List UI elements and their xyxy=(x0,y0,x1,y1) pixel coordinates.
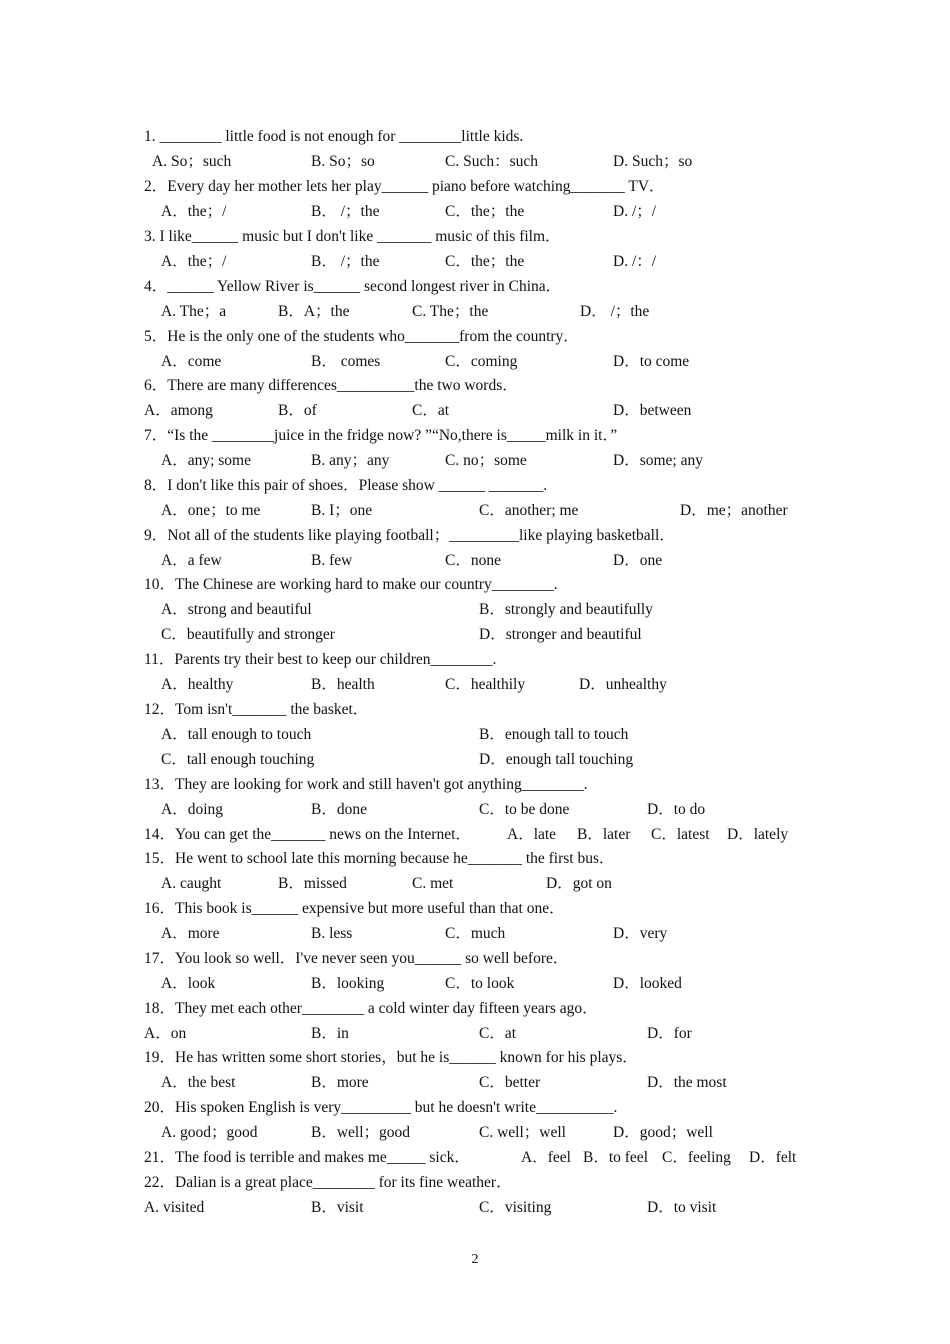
option-a: A. caught xyxy=(161,875,222,892)
option-c: C．the；the xyxy=(445,203,525,220)
option-b: B．enough tall to touch xyxy=(479,726,629,743)
option-b: B． /；the xyxy=(311,253,380,270)
option-c: C. Such：such xyxy=(445,153,539,170)
option-a: A．the；/ xyxy=(161,203,227,220)
option-b: B. few xyxy=(311,552,353,569)
option-b: B. less xyxy=(311,925,353,942)
option-d: D．felt xyxy=(749,1149,797,1166)
option-d: D．between xyxy=(613,402,692,419)
option-a: A．healthy xyxy=(161,676,234,693)
option-d: D．some; any xyxy=(613,452,703,469)
option-a: A．strong and beautiful xyxy=(161,601,312,618)
option-a: A．any; some xyxy=(161,452,251,469)
option-b: B．later xyxy=(577,826,631,843)
question-stem: 19．He has written some short stories，but he is______ known for his plays． xyxy=(144,1049,638,1066)
option-b: B． comes xyxy=(311,353,381,370)
option-d: D．me；another xyxy=(680,502,788,519)
option-c: C．at xyxy=(412,402,450,419)
option-a: A．the best xyxy=(161,1074,236,1091)
option-b: B．more xyxy=(311,1074,369,1091)
option-c: C．better xyxy=(479,1074,541,1091)
option-a: A. good；good xyxy=(161,1124,258,1141)
option-b: B．to feel xyxy=(583,1149,648,1166)
option-b: B．visit xyxy=(311,1199,364,1216)
option-c: C．beautifully and stronger xyxy=(161,626,335,643)
question-stem: 5．He is the only one of the students who_______from the country． xyxy=(144,328,579,345)
option-d: D. Such；so xyxy=(613,153,693,170)
option-d: D．good；well xyxy=(613,1124,713,1141)
option-b: B. any；any xyxy=(311,452,390,469)
option-d: D．one xyxy=(613,552,663,569)
option-a: A．come xyxy=(161,353,222,370)
option-c: C．none xyxy=(445,552,501,569)
option-d: D．enough tall touching xyxy=(479,751,634,768)
option-b: B．strongly and beautifully xyxy=(479,601,653,618)
question-stem: 1. ________ little food is not enough for ________little kids. xyxy=(144,128,524,145)
option-c: C. The；the xyxy=(412,303,489,320)
question-stem: 9．Not all of the students like playing football；_________like playing basketball． xyxy=(144,527,675,544)
option-d: D．to come xyxy=(613,353,690,370)
option-b: B．health xyxy=(311,676,375,693)
option-b: B． /；the xyxy=(311,203,380,220)
option-d: D．to do xyxy=(647,801,706,818)
option-a: A. The；a xyxy=(161,303,227,320)
question-stem: 20．His spoken English is very_________ but he doesn't write__________. xyxy=(144,1099,618,1116)
option-c: C．much xyxy=(445,925,506,942)
question-stem: 6．There are many differences__________the two words． xyxy=(144,377,518,394)
option-b: B．missed xyxy=(278,875,347,892)
option-d: D．lately xyxy=(727,826,789,843)
option-d: D．got on xyxy=(546,875,612,892)
question-stem: 14．You can get the_______ news on the Internet． xyxy=(144,826,471,843)
option-d: D．stronger and beautiful xyxy=(479,626,642,643)
option-b: B. I；one xyxy=(311,502,373,519)
option-b: B．well；good xyxy=(311,1124,411,1141)
question-stem: 7．“Is the ________juice in the fridge now? ”“No,there is_____milk in it．” xyxy=(144,427,618,444)
option-a: A．on xyxy=(144,1025,187,1042)
option-d: D. /：/ xyxy=(613,253,657,270)
option-a: A. So；such xyxy=(152,153,232,170)
option-b: B. So；so xyxy=(311,153,375,170)
question-stem: 4．______ Yellow River is______ second longest river in China． xyxy=(144,278,562,295)
option-c: C．tall enough touching xyxy=(161,751,315,768)
option-c: C．to look xyxy=(445,975,515,992)
option-d: D．the most xyxy=(647,1074,727,1091)
option-a: A．late xyxy=(507,826,557,843)
option-c: C. well；well xyxy=(479,1124,566,1141)
option-d: D．looked xyxy=(613,975,682,992)
option-c: C．feeling xyxy=(662,1149,731,1166)
option-a: A．tall enough to touch xyxy=(161,726,312,743)
option-c: C．healthily xyxy=(445,676,526,693)
option-d: D． /；the xyxy=(580,303,650,320)
option-d: D．for xyxy=(647,1025,692,1042)
option-c: C．at xyxy=(479,1025,517,1042)
option-a: A．one；to me xyxy=(161,502,261,519)
option-b: B．A；the xyxy=(278,303,350,320)
question-stem: 13．They are looking for work and still haven't got anything________. xyxy=(144,776,588,793)
option-b: B．looking xyxy=(311,975,385,992)
option-a: A．among xyxy=(144,402,213,419)
option-b: B．done xyxy=(311,801,367,818)
question-stem: 11．Parents try their best to keep our children________. xyxy=(144,651,497,668)
option-c: C．visiting xyxy=(479,1199,552,1216)
question-stem: 18．They met each other________ a cold winter day fifteen years ago． xyxy=(144,1000,598,1017)
question-stem: 3. I like______ music but I don't like _______ music of this film． xyxy=(144,228,561,245)
question-stem: 2．Every day her mother lets her play______ piano before watching_______ TV． xyxy=(144,178,665,195)
option-d: D．unhealthy xyxy=(579,676,667,693)
option-c: C．the；the xyxy=(445,253,525,270)
option-a: A．more xyxy=(161,925,220,942)
option-a: A．the；/ xyxy=(161,253,227,270)
option-b: B．of xyxy=(278,402,317,419)
option-c: C．to be done xyxy=(479,801,570,818)
question-stem: 22．Dalian is a great place________ for its fine weather． xyxy=(144,1174,512,1191)
option-c: C．another; me xyxy=(479,502,579,519)
question-stem: 10．The Chinese are working hard to make our country________. xyxy=(144,576,558,593)
question-stem: 21．The food is terrible and makes me_____ sick． xyxy=(144,1149,470,1166)
option-d: D. /；/ xyxy=(613,203,657,220)
option-d: D．to visit xyxy=(647,1199,717,1216)
question-stem: 8．I don't like this pair of shoes．Please show ______ _______. xyxy=(144,477,548,494)
option-a: A．feel xyxy=(521,1149,571,1166)
option-c: C. met xyxy=(412,875,454,892)
option-d: D．very xyxy=(613,925,668,942)
option-c: C．coming xyxy=(445,353,518,370)
option-a: A．doing xyxy=(161,801,224,818)
option-c: C．latest xyxy=(651,826,710,843)
question-stem: 17．You look so well．I've never seen you______ so well before． xyxy=(144,950,569,967)
question-stem: 12．Tom isn't_______ the basket． xyxy=(144,701,369,718)
question-stem: 16．This book is______ expensive but more useful than that one． xyxy=(144,900,565,917)
option-b: B．in xyxy=(311,1025,349,1042)
option-c: C. no；some xyxy=(445,452,527,469)
option-a: A. visited xyxy=(144,1199,205,1216)
option-a: A．look xyxy=(161,975,216,992)
question-stem: 15．He went to school late this morning because he_______ the first bus． xyxy=(144,850,615,867)
page-number: 2 xyxy=(471,1252,479,1267)
option-a: A．a few xyxy=(161,552,222,569)
